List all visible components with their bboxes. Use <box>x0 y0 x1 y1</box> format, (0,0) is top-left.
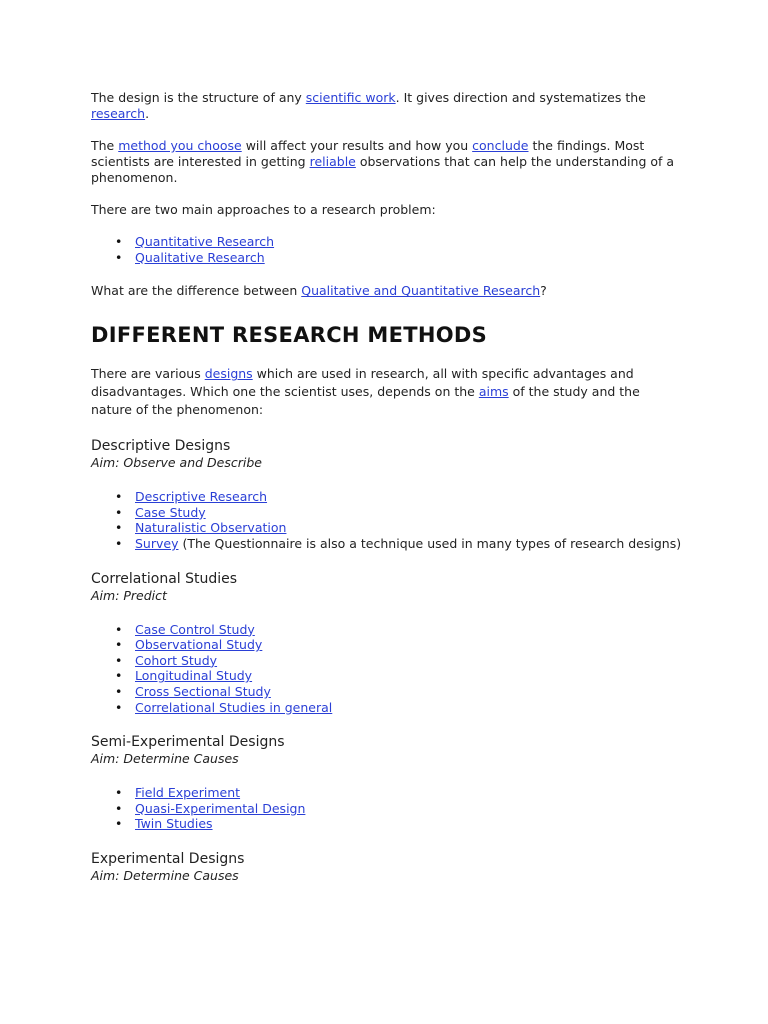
text-span: What are the difference between <box>91 283 302 299</box>
link-conclude[interactable]: conclude <box>472 138 529 153</box>
link-field-experiment[interactable]: Field Experiment <box>135 785 241 801</box>
link-observational-study[interactable]: Observational Study <box>135 637 263 653</box>
list-item <box>135 684 684 700</box>
link-qualitative-research[interactable]: Qualitative Research <box>135 249 265 265</box>
text-span: of the study and the nature of the phenomenon: <box>91 384 640 418</box>
section-aim-correlational: Aim: Predict <box>91 587 167 603</box>
survey-note: (The Questionnaire is also a technique used in many types of research designs) <box>178 535 682 551</box>
text-span: . <box>145 106 150 121</box>
intro-paragraph-approaches: There are two main approaches to a research problem: <box>91 202 436 217</box>
section-title-descriptive: Descriptive Designs <box>91 438 231 455</box>
section-aim-descriptive: Aim: Observe and Describe <box>91 455 262 471</box>
semi-experimental-list <box>91 785 684 832</box>
list-item <box>135 505 684 521</box>
link-scientific-work[interactable]: scientific work <box>305 90 396 105</box>
link-case-study[interactable]: Case Study <box>135 504 206 520</box>
list-item <box>135 816 684 832</box>
list-item <box>135 536 684 552</box>
list-item <box>135 520 684 536</box>
link-quasi-experimental-design[interactable]: Quasi-Experimental Design <box>135 800 306 816</box>
text-span: The design is the structure of any <box>91 90 306 105</box>
section-title-experimental: Experimental Designs <box>91 850 245 867</box>
approaches-list <box>91 234 684 265</box>
link-method-you-choose[interactable]: method you choose <box>118 138 242 153</box>
link-research[interactable]: research <box>91 106 146 121</box>
list-item <box>135 234 684 250</box>
link-survey[interactable]: Survey <box>135 535 179 551</box>
link-designs[interactable]: designs <box>204 366 253 382</box>
link-cross-sectional-study[interactable]: Cross Sectional Study <box>135 683 271 699</box>
list-item <box>135 637 684 653</box>
link-cohort-study[interactable]: Cohort Study <box>135 652 218 668</box>
list-item <box>135 801 684 817</box>
text-span: The <box>91 138 119 153</box>
link-descriptive-research[interactable]: Descriptive Research <box>135 489 268 505</box>
text-span: ? <box>540 283 547 299</box>
link-naturalistic-observation[interactable]: Naturalistic Observation <box>135 520 287 536</box>
section-aim-semi-experimental: Aim: Determine Causes <box>91 751 239 767</box>
link-correlational-studies-general[interactable]: Correlational Studies in general <box>135 699 333 715</box>
list-item <box>135 700 684 716</box>
intro-paragraph-difference <box>91 283 684 299</box>
text-span: . It gives direction and systematizes the <box>395 90 646 105</box>
main-heading: DIFFERENT RESEARCH METHODS <box>91 323 488 348</box>
link-longitudinal-study[interactable]: Longitudinal Study <box>135 668 253 684</box>
intro-paragraph-structure <box>91 90 684 122</box>
list-item <box>135 622 684 638</box>
link-case-control-study[interactable]: Case Control Study <box>135 621 255 637</box>
link-aims[interactable]: aims <box>478 384 509 400</box>
descriptive-list <box>91 489 684 551</box>
text-span: the findings. Most scientists are interested in getting <box>91 138 645 169</box>
list-item <box>135 250 684 266</box>
list-item <box>135 785 684 801</box>
list-item <box>135 668 684 684</box>
section-title-correlational: Correlational Studies <box>91 570 238 587</box>
intro-paragraph-method <box>91 138 684 186</box>
link-qualitative-and-quantitative[interactable]: Qualitative and Quantitative Research <box>301 283 541 299</box>
list-item <box>135 653 684 669</box>
text-span: will affect your results and how you <box>241 138 473 153</box>
text-span: which are used in research, all with specific advantages and disadvantages. Which one the scientist uses, depends on the <box>91 366 634 400</box>
list-item <box>135 489 684 505</box>
section-title-semi-experimental: Semi-Experimental Designs <box>91 734 285 751</box>
correlational-list <box>91 622 684 716</box>
methods-intro-paragraph <box>91 365 684 419</box>
link-reliable[interactable]: reliable <box>309 154 356 169</box>
section-aim-experimental: Aim: Determine Causes <box>91 867 239 883</box>
link-quantitative-research[interactable]: Quantitative Research <box>135 234 275 249</box>
text-span: There are various <box>91 366 205 382</box>
link-twin-studies[interactable]: Twin Studies <box>135 816 213 832</box>
text-span: observations that can help the understanding of a phenomenon. <box>91 154 675 185</box>
